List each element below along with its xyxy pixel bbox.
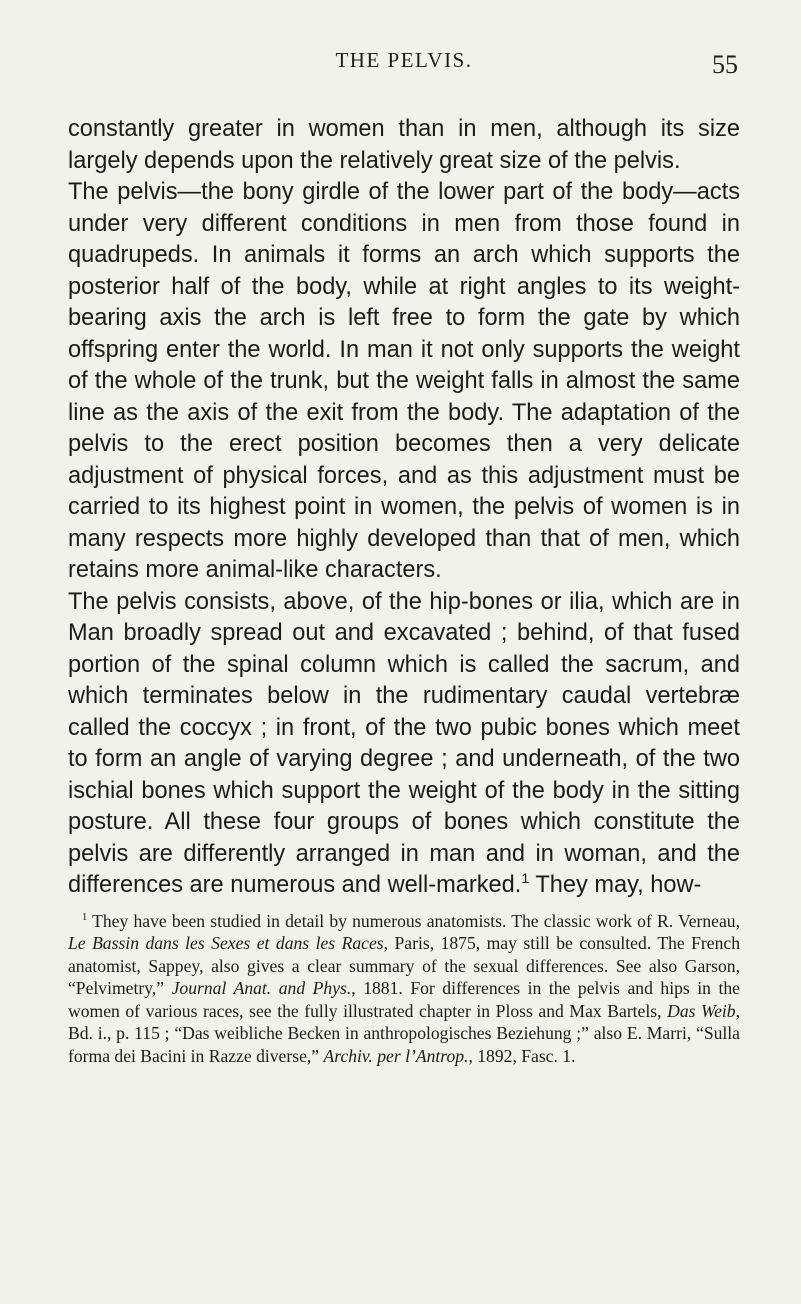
footnote-text: , 1881. For differences in the pelvis and hips in the women of various races, see the fully illustrated chapter in Ploss and Max Bartels, — [68, 978, 740, 1021]
footnote-marker: 1 — [82, 911, 88, 923]
page-header — [68, 44, 740, 88]
paragraph: The pelvis—the bony girdle of the lower part of the body—acts under very different conditions in men from those found in quadrupeds. In animals it forms an arch which supports the posterior half of the body, while at right angles to its weight-bearing axis the arch is left free to form the gate by which offspring enter the world. In man it not only supports the weight of the whole of the trunk, but the weight falls in almost the same line as the axis of the exit from the body. The adaptation of the pelvis to the erect position becomes then a very delicate adjustment of physical forces, and as this adjustment must be carried to its highest point in women, the pelvis of women is in many respects more highly developed than that of men, which retains more animal-like characters. — [68, 179, 740, 583]
citation-title: Archiv. per l’Antrop. — [323, 1046, 469, 1067]
footnote-reference[interactable]: 1 — [521, 871, 530, 888]
page-number: 55 — [712, 50, 738, 79]
citation-title: Journal Anat. and Phys. — [171, 978, 352, 999]
running-head: THE PELVIS. — [335, 48, 473, 72]
body-text — [68, 114, 740, 902]
footnote-text: , Paris, 1875, may still be consulted. The French anatomist, Sappey, also gives a clear summary of the sexual differences. See also Garson, “Pelvimetry,” — [68, 933, 740, 999]
book-page — [68, 44, 740, 1068]
footnote-text: They have been studied in detail by numerous anatomists. The classic work of R. Verneau, — [87, 910, 740, 931]
paragraph-continued: constantly greater in women than in men, although its size largely depends upon the relatively great size of the pelvis. — [68, 116, 740, 174]
footnote-text: , Bd. i., p. 115 ; “Das weibliche Becken in anthropologisches Beziehung ;” also E. Marri, “Sulla forma dei Bacini in Razze diverse,” — [68, 1000, 740, 1067]
citation-title: Le Bassin dans les Sexes et dans les Races — [68, 933, 384, 954]
citation-title: Das Weib — [667, 1000, 736, 1021]
footnotes — [68, 910, 740, 1068]
footnote — [68, 910, 740, 1068]
paragraph-text: The pelvis consists, above, of the hip-bones or ilia, which are in Man broadly spread out and excavated ; behind, of that fused portion of the spinal column which is called the sacrum, and which terminates below in the rudimentary caudal vertebræ called the coccyx ; in front, of the two pubic bones which meet to form an angle of varying degree ; and underneath, of the two ischial bones which support the weight of the body in the sitting posture. All these four groups of bones which constitute the pelvis are differently arranged in man and in woman, and the differences are numerous and well-marked. — [68, 588, 740, 898]
paragraph — [68, 587, 740, 902]
paragraph-text-end: They may, how- — [529, 872, 702, 898]
footnote-text: , 1892, Fasc. 1. — [468, 1046, 576, 1067]
